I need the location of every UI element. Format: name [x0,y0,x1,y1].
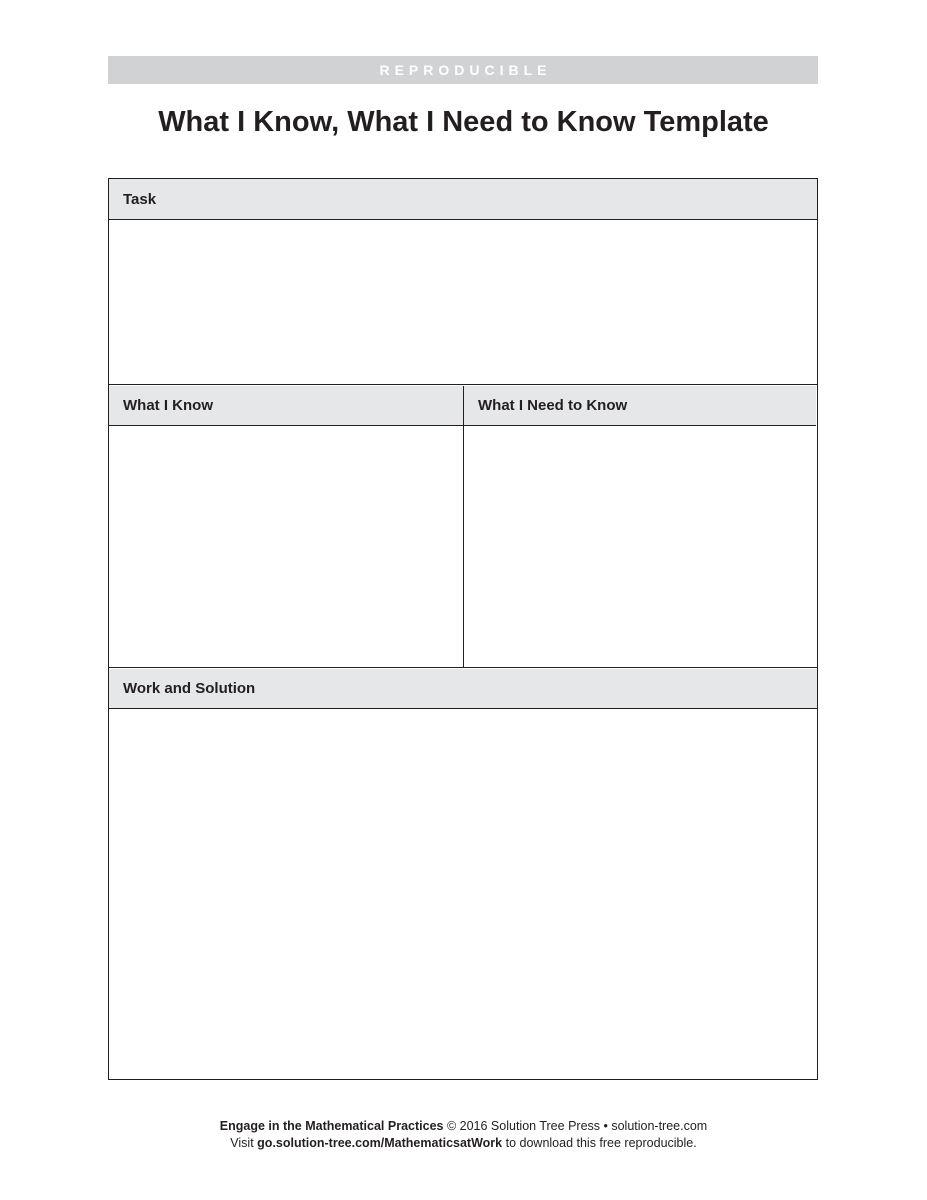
page-footer [0,1118,927,1152]
column-divider [463,386,464,668]
what-i-know-header [109,386,463,426]
task-header [109,179,817,220]
reproducible-banner [108,56,818,84]
task-label: Task [123,190,157,208]
banner-label: REPRODUCIBLE [379,62,552,78]
what-i-need-to-know-label: What I Need to Know [478,397,628,414]
what-i-know-label: What I Know [123,397,213,414]
task-divider [109,384,817,385]
work-and-solution-label: Work and Solution [123,680,256,697]
footer-line-1 [0,1118,927,1135]
footer-url-link[interactable]: go.solution-tree.com/MathematicsatWork [257,1136,503,1150]
task-area[interactable] [109,220,817,385]
middle-divider [109,667,817,668]
footer-download-text: to download this free reproducible. [505,1136,697,1150]
what-i-know-area[interactable] [109,426,463,667]
work-and-solution-header [109,669,817,709]
page-title: What I Know, What I Need to Know Template [158,106,769,138]
footer-book-title: Engage in the Mathematical Practices [219,1119,444,1133]
what-i-need-to-know-header [464,386,816,426]
footer-visit-text: Visit [230,1136,254,1150]
footer-copyright: © 2016 Solution Tree Press • solution-tree.com [446,1119,708,1133]
template-form [108,178,818,1080]
footer-line-2 [0,1135,927,1152]
work-and-solution-area[interactable] [109,709,817,1077]
what-i-need-to-know-area[interactable] [465,426,816,667]
